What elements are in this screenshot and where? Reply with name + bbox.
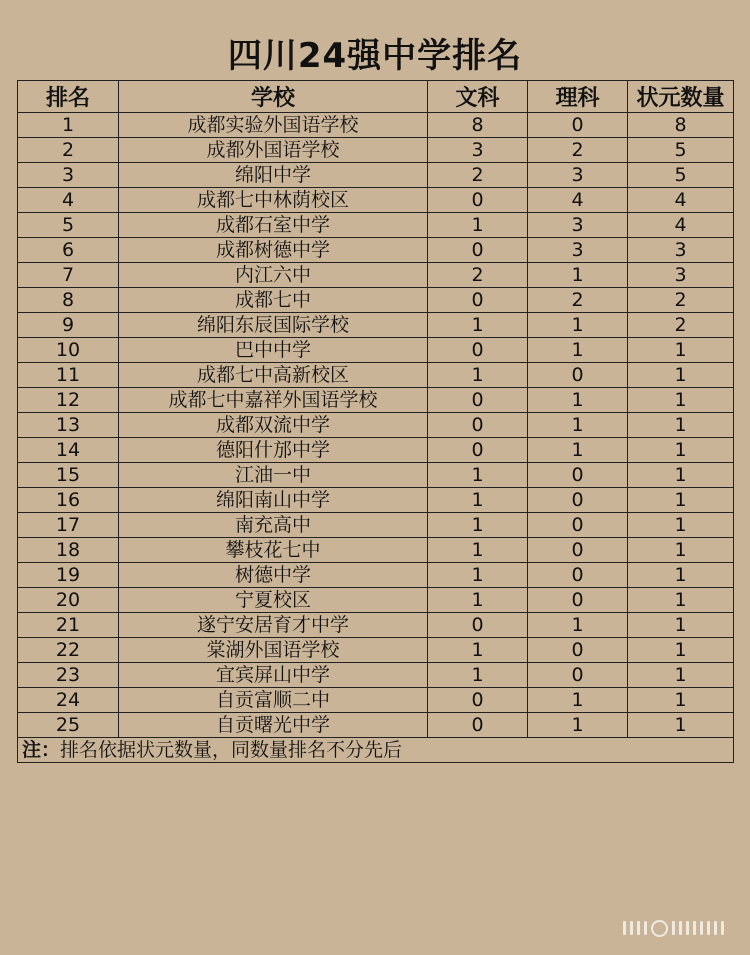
science-count-cell: 2 [528, 288, 628, 313]
science-count-cell: 0 [528, 638, 628, 663]
header-school: 学校 [119, 81, 428, 113]
table-row [18, 513, 734, 538]
table-row [18, 288, 734, 313]
rank-cell: 5 [18, 213, 119, 238]
arts-count-cell: 0 [428, 713, 528, 738]
school-cell: 江油一中 [119, 463, 428, 488]
school-cell: 巴中中学 [119, 338, 428, 363]
school-cell: 内江六中 [119, 263, 428, 288]
header-total: 状元数量 [628, 81, 734, 113]
table-row [18, 663, 734, 688]
arts-count-cell: 0 [428, 688, 528, 713]
school-cell: 自贡曙光中学 [119, 713, 428, 738]
note-text: 排名依据状元数量，同数量排名不分先后 [60, 739, 403, 761]
table-row [18, 488, 734, 513]
science-count-cell: 1 [528, 413, 628, 438]
total-count-cell: 2 [628, 313, 734, 338]
total-count-cell: 3 [628, 263, 734, 288]
rank-cell: 21 [18, 613, 119, 638]
table-row [18, 163, 734, 188]
total-count-cell: 5 [628, 138, 734, 163]
school-cell: 成都七中高新校区 [119, 363, 428, 388]
school-cell: 绵阳南山中学 [119, 488, 428, 513]
school-cell: 南充高中 [119, 513, 428, 538]
total-count-cell: 1 [628, 663, 734, 688]
total-count-cell: 2 [628, 288, 734, 313]
rank-cell: 19 [18, 563, 119, 588]
arts-count-cell: 0 [428, 613, 528, 638]
total-count-cell: 1 [628, 338, 734, 363]
total-count-cell: 1 [628, 463, 734, 488]
school-cell: 成都七中 [119, 288, 428, 313]
arts-count-cell: 1 [428, 638, 528, 663]
science-count-cell: 1 [528, 313, 628, 338]
arts-count-cell: 0 [428, 438, 528, 463]
rank-cell: 12 [18, 388, 119, 413]
school-cell: 成都七中林荫校区 [119, 188, 428, 213]
arts-count-cell: 8 [428, 113, 528, 138]
rank-cell: 2 [18, 138, 119, 163]
rank-cell: 24 [18, 688, 119, 713]
arts-count-cell: 0 [428, 413, 528, 438]
arts-count-cell: 2 [428, 163, 528, 188]
arts-count-cell: 1 [428, 463, 528, 488]
school-cell: 树德中学 [119, 563, 428, 588]
table-row [18, 388, 734, 413]
table-row [18, 138, 734, 163]
science-count-cell: 1 [528, 438, 628, 463]
school-cell: 宜宾屏山中学 [119, 663, 428, 688]
table-row [18, 713, 734, 738]
rank-cell: 14 [18, 438, 119, 463]
rank-cell: 7 [18, 263, 119, 288]
table-row [18, 438, 734, 463]
rank-cell: 8 [18, 288, 119, 313]
science-count-cell: 1 [528, 713, 628, 738]
science-count-cell: 3 [528, 238, 628, 263]
total-count-cell: 5 [628, 163, 734, 188]
rank-cell: 23 [18, 663, 119, 688]
arts-count-cell: 0 [428, 188, 528, 213]
rank-cell: 6 [18, 238, 119, 263]
total-count-cell: 1 [628, 588, 734, 613]
rank-cell: 11 [18, 363, 119, 388]
science-count-cell: 0 [528, 463, 628, 488]
total-count-cell: 8 [628, 113, 734, 138]
total-count-cell: 1 [628, 613, 734, 638]
table-row [18, 263, 734, 288]
science-count-cell: 0 [528, 363, 628, 388]
arts-count-cell: 1 [428, 563, 528, 588]
table-row [18, 238, 734, 263]
total-count-cell: 1 [628, 538, 734, 563]
science-count-cell: 0 [528, 538, 628, 563]
table-row [18, 688, 734, 713]
rank-cell: 16 [18, 488, 119, 513]
header-rank: 排名 [18, 81, 119, 113]
rank-cell: 18 [18, 538, 119, 563]
arts-count-cell: 2 [428, 263, 528, 288]
rank-cell: 15 [18, 463, 119, 488]
header-arts: 文科 [428, 81, 528, 113]
arts-count-cell: 1 [428, 313, 528, 338]
header-science: 理科 [528, 81, 628, 113]
school-cell: 绵阳东辰国际学校 [119, 313, 428, 338]
arts-count-cell: 1 [428, 538, 528, 563]
school-cell: 德阳什邡中学 [119, 438, 428, 463]
rank-cell: 10 [18, 338, 119, 363]
table-row [18, 413, 734, 438]
school-cell: 宁夏校区 [119, 588, 428, 613]
school-cell: 成都外国语学校 [119, 138, 428, 163]
total-count-cell: 1 [628, 713, 734, 738]
arts-count-cell: 1 [428, 488, 528, 513]
science-count-cell: 0 [528, 488, 628, 513]
table-row [18, 588, 734, 613]
arts-count-cell: 1 [428, 663, 528, 688]
arts-count-cell: 0 [428, 338, 528, 363]
total-count-cell: 4 [628, 213, 734, 238]
science-count-cell: 1 [528, 338, 628, 363]
science-count-cell: 0 [528, 113, 628, 138]
science-count-cell: 2 [528, 138, 628, 163]
total-count-cell: 1 [628, 363, 734, 388]
total-count-cell: 1 [628, 688, 734, 713]
total-count-cell: 1 [628, 513, 734, 538]
rank-cell: 13 [18, 413, 119, 438]
total-count-cell: 3 [628, 238, 734, 263]
table-row [18, 363, 734, 388]
note-label: 注： [22, 739, 61, 761]
arts-count-cell: 0 [428, 388, 528, 413]
table-row [18, 188, 734, 213]
school-cell: 成都树德中学 [119, 238, 428, 263]
total-count-cell: 1 [628, 638, 734, 663]
table-row [18, 613, 734, 638]
table-header-row [18, 81, 734, 113]
school-cell: 攀枝花七中 [119, 538, 428, 563]
rank-cell: 22 [18, 638, 119, 663]
science-count-cell: 1 [528, 388, 628, 413]
table-row [18, 463, 734, 488]
school-cell: 棠湖外国语学校 [119, 638, 428, 663]
arts-count-cell: 1 [428, 363, 528, 388]
arts-count-cell: 0 [428, 288, 528, 313]
table-body [18, 113, 734, 738]
school-cell: 成都石室中学 [119, 213, 428, 238]
table-row [18, 563, 734, 588]
rank-cell: 25 [18, 713, 119, 738]
table-row [18, 638, 734, 663]
arts-count-cell: 1 [428, 588, 528, 613]
school-cell: 成都七中嘉祥外国语学校 [119, 388, 428, 413]
school-cell: 遂宁安居育才中学 [119, 613, 428, 638]
science-count-cell: 0 [528, 663, 628, 688]
science-count-cell: 1 [528, 688, 628, 713]
ranking-table [17, 80, 734, 763]
table-row [18, 213, 734, 238]
science-count-cell: 1 [528, 263, 628, 288]
school-cell: 成都双流中学 [119, 413, 428, 438]
total-count-cell: 1 [628, 488, 734, 513]
rank-cell: 1 [18, 113, 119, 138]
school-cell: 自贡富顺二中 [119, 688, 428, 713]
science-count-cell: 3 [528, 213, 628, 238]
watermark [564, 918, 724, 938]
science-count-cell: 3 [528, 163, 628, 188]
science-count-cell: 0 [528, 588, 628, 613]
total-count-cell: 1 [628, 413, 734, 438]
table-row [18, 338, 734, 363]
rank-cell: 17 [18, 513, 119, 538]
science-count-cell: 4 [528, 188, 628, 213]
table-row [18, 538, 734, 563]
arts-count-cell: 0 [428, 238, 528, 263]
science-count-cell: 0 [528, 513, 628, 538]
total-count-cell: 1 [628, 563, 734, 588]
total-count-cell: 4 [628, 188, 734, 213]
total-count-cell: 1 [628, 438, 734, 463]
arts-count-cell: 1 [428, 513, 528, 538]
rank-cell: 3 [18, 163, 119, 188]
school-cell: 绵阳中学 [119, 163, 428, 188]
rank-cell: 20 [18, 588, 119, 613]
rank-cell: 9 [18, 313, 119, 338]
rank-cell: 4 [18, 188, 119, 213]
science-count-cell: 1 [528, 613, 628, 638]
page-title: 四川24强中学排名 [227, 36, 523, 76]
arts-count-cell: 3 [428, 138, 528, 163]
table-row [18, 113, 734, 138]
science-count-cell: 0 [528, 563, 628, 588]
school-cell: 成都实验外国语学校 [119, 113, 428, 138]
table-row [18, 313, 734, 338]
note-row [18, 738, 734, 763]
total-count-cell: 1 [628, 388, 734, 413]
note-cell [18, 738, 734, 763]
arts-count-cell: 1 [428, 213, 528, 238]
